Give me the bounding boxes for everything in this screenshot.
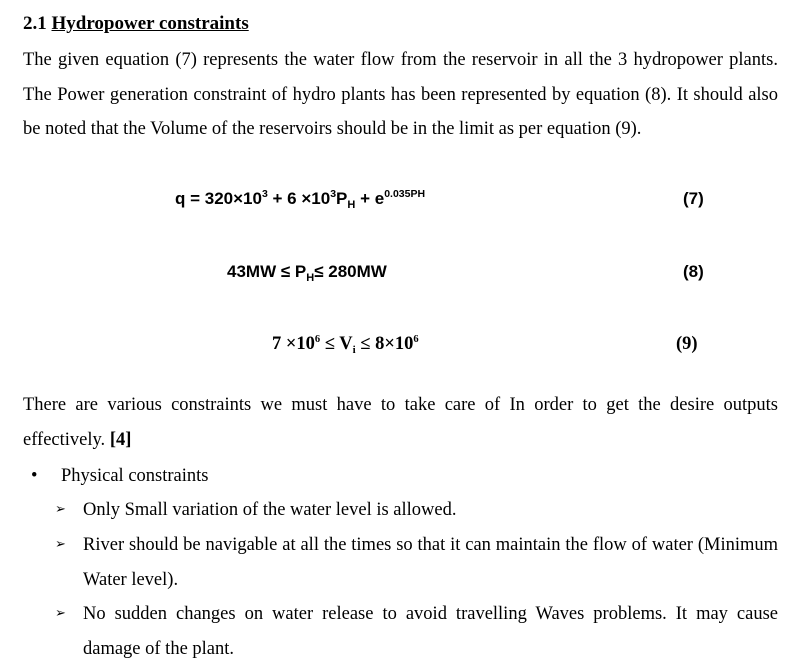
constraints-paragraph bbox=[23, 388, 778, 457]
section-title: Hydropower constraints bbox=[51, 13, 249, 34]
list-item bbox=[55, 493, 778, 528]
list-item bbox=[55, 528, 778, 597]
list-item-text: No sudden changes on water release to avoid travelling Waves problems. It may cause damage of the plant. bbox=[83, 604, 778, 659]
arrow-bullet-icon: ➢ bbox=[55, 606, 66, 621]
list-item bbox=[55, 597, 778, 666]
bullet-dot-icon: • bbox=[31, 466, 38, 486]
intro-paragraph: The given equation (7) represents the water flow from the reservoir in all the 3 hydropower plants. The Power generation constraint of hydro plants has been represented by equation (8). It should also be noted that the Volume of the reservoirs should be in the limit as per equation (9). bbox=[23, 50, 778, 139]
bullet-label: Physical constraints bbox=[61, 466, 209, 486]
equation-7-number: (7) bbox=[683, 189, 704, 208]
equation-8-number: (8) bbox=[683, 262, 704, 281]
constraints-text: There are various constraints we must have to take care of In order to get the desire outputs effectively. bbox=[23, 395, 778, 450]
arrow-bullet-icon: ➢ bbox=[55, 537, 66, 552]
list-item-text: River should be navigable at all the times so that it can maintain the flow of water (Minimum Water level). bbox=[83, 535, 778, 590]
arrow-bullet-icon: ➢ bbox=[55, 502, 66, 517]
equation-9-number: (9) bbox=[676, 334, 698, 354]
section-heading bbox=[23, 13, 249, 35]
equation-7: $q = 320\times 10^3 + 6 \times 10^3P_H + e^{0.035PH}$ bbox=[175, 188, 426, 211]
list-item-text: Only Small variation of the water level is allowed. bbox=[83, 500, 457, 520]
equation-8: $43MW \le P_H\le 280MW$ bbox=[227, 262, 387, 284]
section-number: 2.1 bbox=[23, 13, 47, 34]
bullet-physical-constraints bbox=[31, 466, 208, 487]
citation: [4] bbox=[109, 429, 132, 450]
equation-9: $7 \times 10^6 \le V_i \le 8\times 10^6$ bbox=[272, 334, 419, 356]
